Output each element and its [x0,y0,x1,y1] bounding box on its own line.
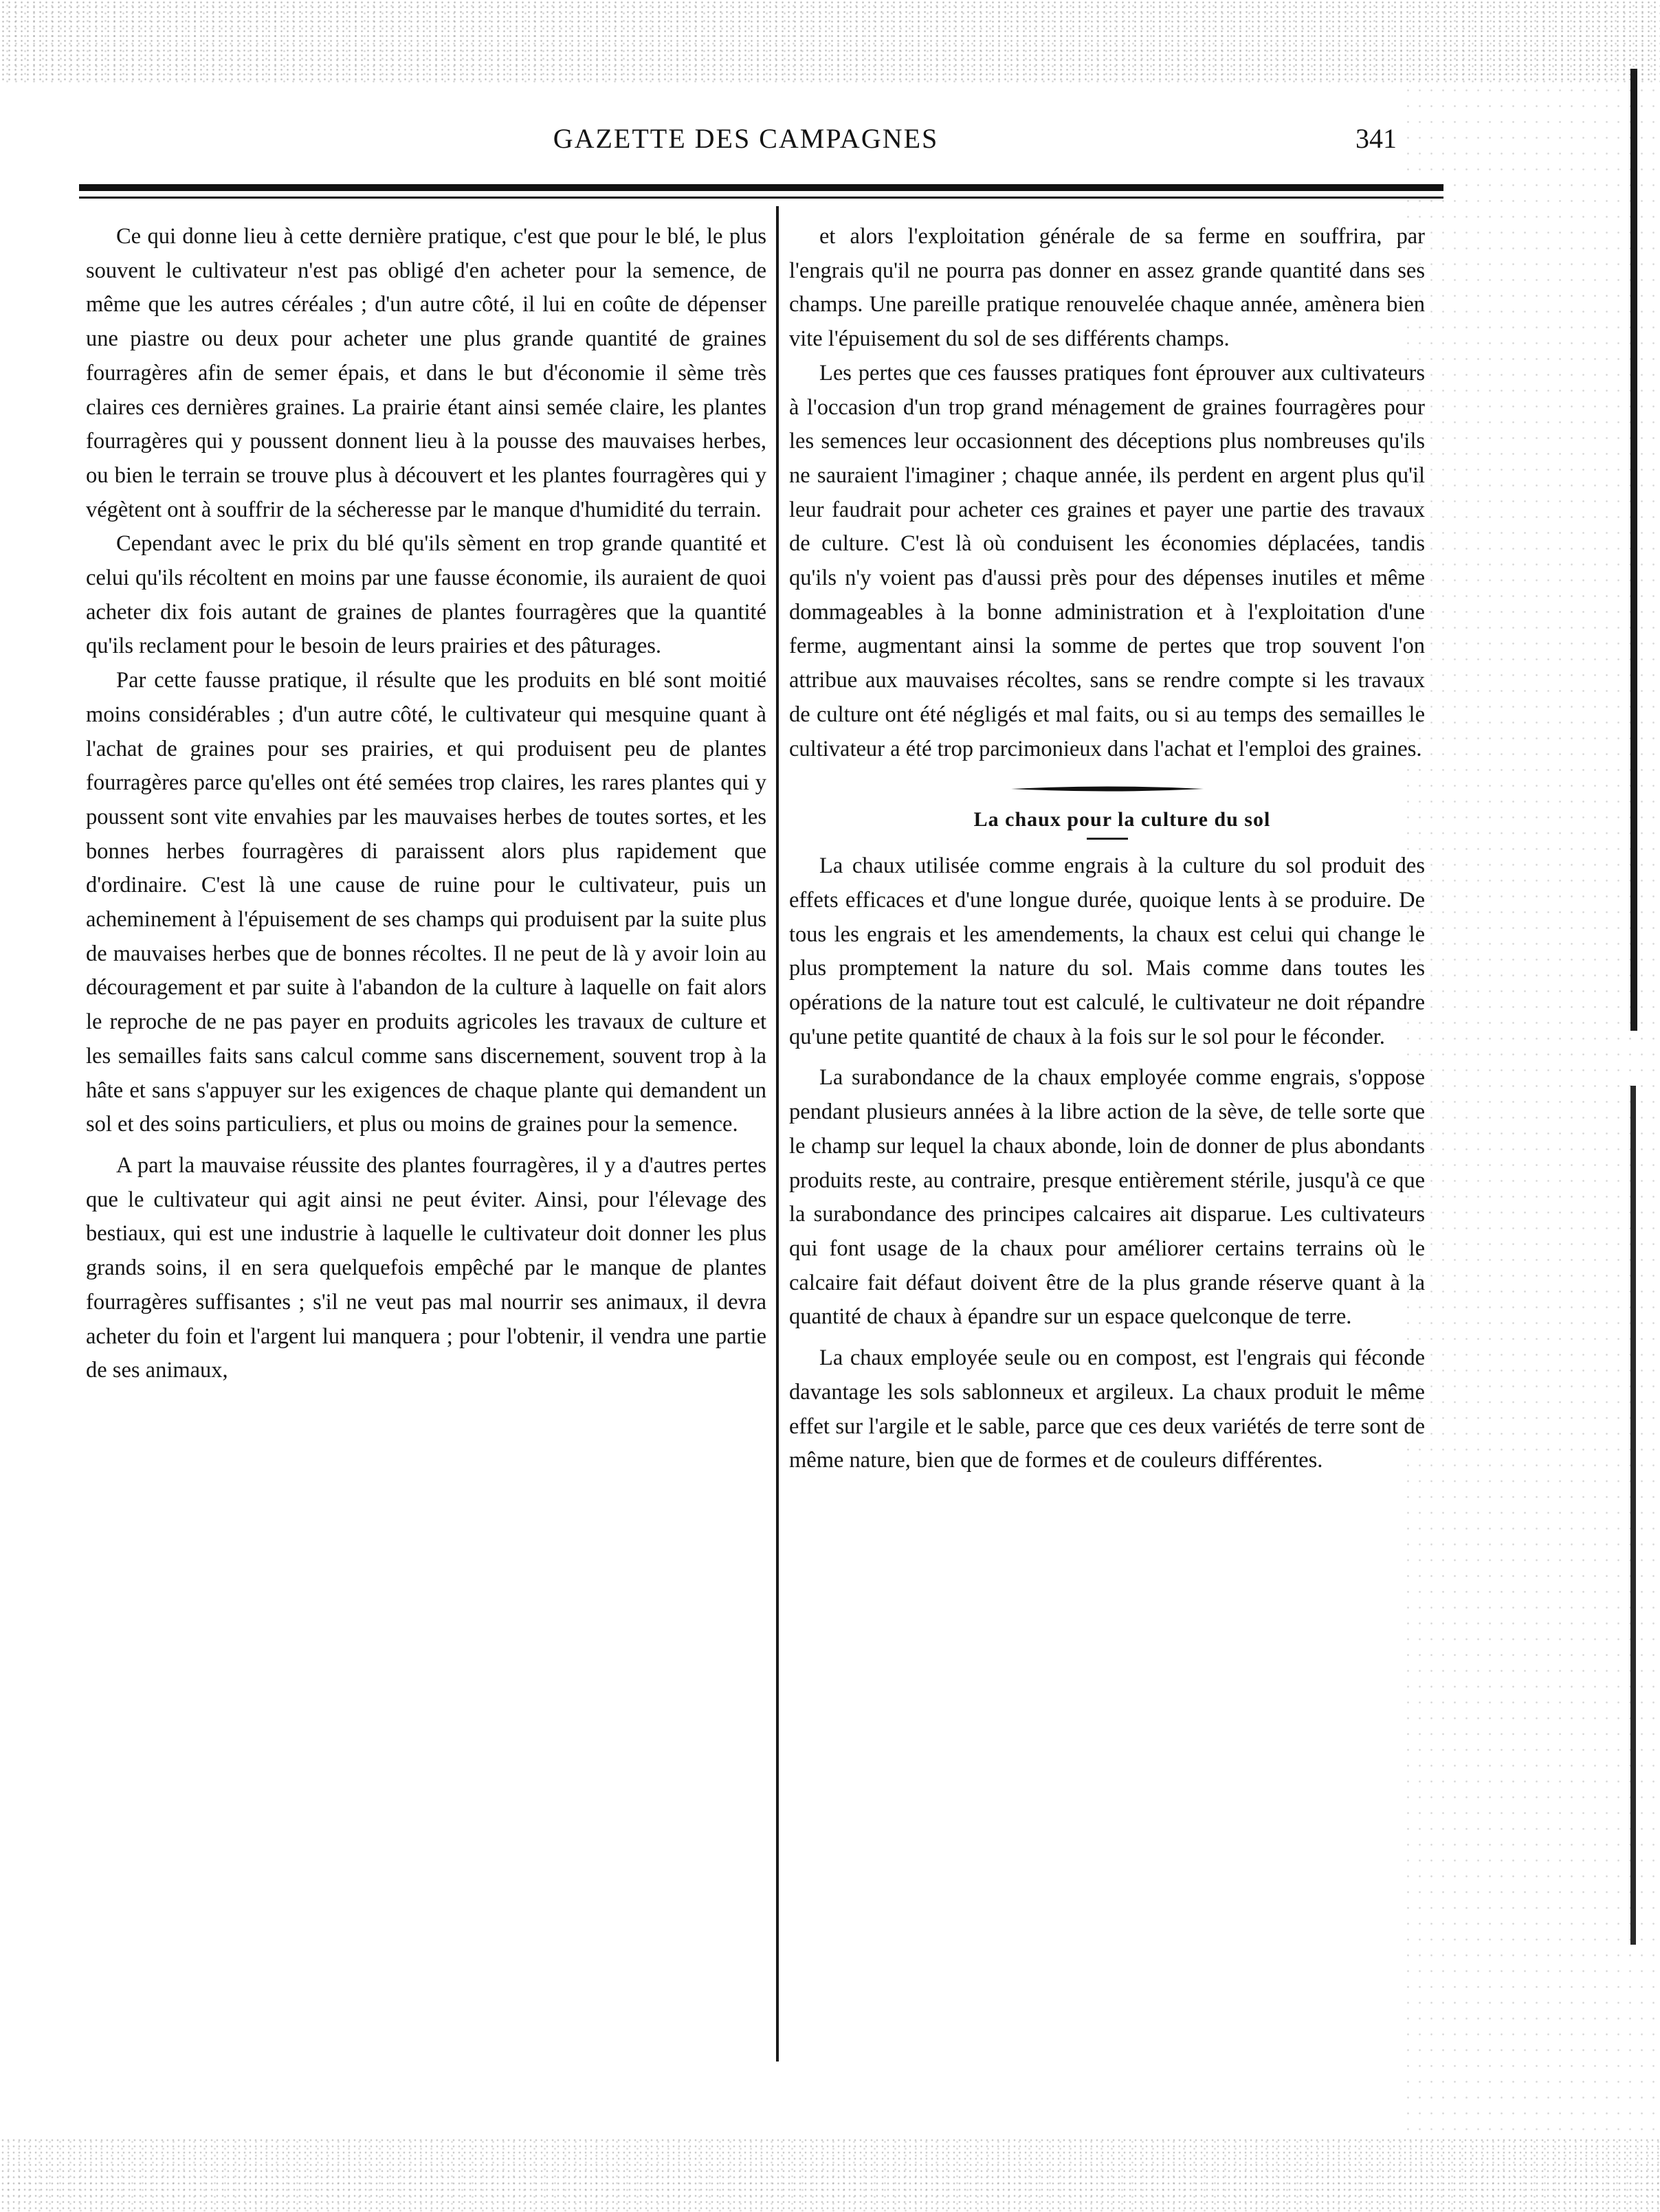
section-title-dash [1087,838,1128,840]
scan-noise-bottom [0,2137,1660,2212]
section-title: La chaux pour la culture du sol [973,808,1271,831]
article-paragraph: La chaux employée seule ou en compost, est l'engrais qui féconde davantage les sols sablonneux et argileux. La chaux produit le même effet sur l'argile et le sable, parce que ces deux variétés de terre sont de même nature, bien que de formes et de couleurs différentes. [789,1345,1425,1473]
article-paragraph: et alors l'exploitation générale de sa ferme en souffrira, par l'engrais qu'il ne pourra pas donner en assez grande quantité dans ses champs. Une pareille pratique renouvelée chaque année, amènera bien vite l'épuisement du sol de ses différents champs. [789,224,1425,352]
header-rule-thick [79,184,1443,191]
right-column [789,220,1425,1478]
scan-noise-top [0,0,1660,82]
article-paragraph: Par cette fausse pratique, il résulte que les produits en blé sont moitié moins considérables ; d'un autre côté, le cultivateur qui mesquine quant à l'achat de graines pour ses prairies, et qui produisent peu de plantes fourragères parce qu'elles ont été semées trop claires, les rares plantes qui y poussent sont vite envahies par les mauvaises herbes de toutes sortes, et les bonnes herbes fourragères di paraissent alors plus rapidement que d'ordinaire. C'est là une cause de ruine pour le cultivateur, puis un acheminement à l'épuisement de ses champs qui produisent par la suite plus de mauvaises herbes que de bonnes récoltes. Il ne peut de là y avoir loin au découragement et par suite à l'abandon de la culture à laquelle on fait alors le reproche de ne pas payer en produits agricoles les travaux de culture et les semailles faits sans calcul comme sans discernement, souvent trop à la hâte et sans s'appuyer sur les exigences de chaque plante qui demandent un sol et des soins particuliers, et plus ou moins de graines pour la semence. [86,668,766,1137]
article-paragraph: A part la mauvaise réussite des plantes fourragères, il y a d'autres pertes que le cultivateur qui agit ainsi ne peut éviter. Ainsi, pour l'élevage des bestiaux, qui est une industrie à laquelle le cultivateur doit donner les plus grands soins, il en sera quelquefois empêché par le manque de plantes fourragères suffisantes ; s'il ne veut pas mal nourrir ses animaux, il devra acheter du foin et l'argent lui manquera ; pour l'obtenir, il vendra une partie de ses animaux, [86,1152,766,1383]
header-rule-thin [79,197,1443,199]
page-number: 341 [1355,123,1397,154]
column-divider [776,206,779,2062]
article-paragraph: La surabondance de la chaux employée comme engrais, s'oppose pendant plusieurs années à la libre action de la sève, de telle sorte que le champ sur lequel la chaux abonde, loin de donner de plus abondants produits reste, au contraire, presque entièrement stérile, jusqu'à ce que la surabondance des principes calcaires ait disparue. Les cultivateurs qui font usage de la chaux pour améliorer certains terrains où le calcaire fait défaut doivent être de la plus grande réserve quant à la quantité de chaux à épandre sur un espace quelconque de terre. [789,1065,1425,1330]
article-paragraph: Les pertes que ces fausses pratiques font éprouver aux cultivateurs à l'occasion d'un trop grand ménagement de graines fourragères pour les semences leur occasionnent des déceptions plus nombreuses qu'ils ne sauraient l'imaginer ; chaque année, ils perdent en argent plus qu'il leur faudrait pour acheter ces graines et payer une partie des travaux de culture. C'est là où conduisent les économies déplacées, tandis qu'ils n'y voient pas d'aussi près pour des dépenses inutiles et même dommageables à la bonne administration et à l'exploitation d'une ferme, augmentant ainsi la somme de pertes que trop souvent l'on attribue aux mauvaises récoltes, sans se rendre compte si les travaux de culture ont été négligés et mal faits, ou si au temps des semailles le cultivateur a été trop parcimonieux dans l'achat et l'emploi des graines. [789,360,1425,761]
left-column [86,220,766,1388]
article-paragraph: Cependant avec le prix du blé qu'ils sèment en trop grande quantité et celui qu'ils récoltent en moins par une fausse économie, ils auraient de quoi acheter dix fois autant de graines de plantes fourragères que la quantité qu'ils reclament pour le besoin de leurs prairies et des pâturages. [86,531,766,659]
scan-edge-bar-lower [1630,1086,1636,1945]
masthead-title: GAZETTE DES CAMPAGNES [553,123,939,154]
section-divider-ornament [1011,785,1204,792]
page-header [82,122,1409,164]
scan-noise-right [1402,82,1660,2137]
article-paragraph: La chaux utilisée comme engrais à la culture du sol produit des effets efficaces et d'une longue durée, quoique lents à se produire. De tous les engrais et les amendements, la chaux est celui qui change le plus promptement la nature du sol. Mais comme dans toutes les opérations de la nature tout est calculé, le cultivateur ne doit répandre qu'une petite quantité de chaux à la fois sur le sol pour le féconder. [789,853,1425,1049]
article-paragraph: Ce qui donne lieu à cette dernière pratique, c'est que pour le blé, le plus souvent le cultivateur n'est pas obligé d'en acheter pour la semence, de même que les autres céréales ; d'un autre côté, il lui en coûte de dépenser une piastre ou deux pour acheter une plus grande quantité de graines fourragères afin de semer épais, et dans le but d'économie il sème très claires ces dernières graines. La prairie étant ainsi semée claire, les plantes fourragères qui y poussent donnent lieu à la pousse des mauvaises herbes, ou bien le terrain se trouve plus à découvert et les plantes fourragères qui y végètent ont à souffrir de la sécheresse par le manque d'humidité du terrain. [86,224,766,522]
scan-edge-bar [1630,69,1637,1031]
